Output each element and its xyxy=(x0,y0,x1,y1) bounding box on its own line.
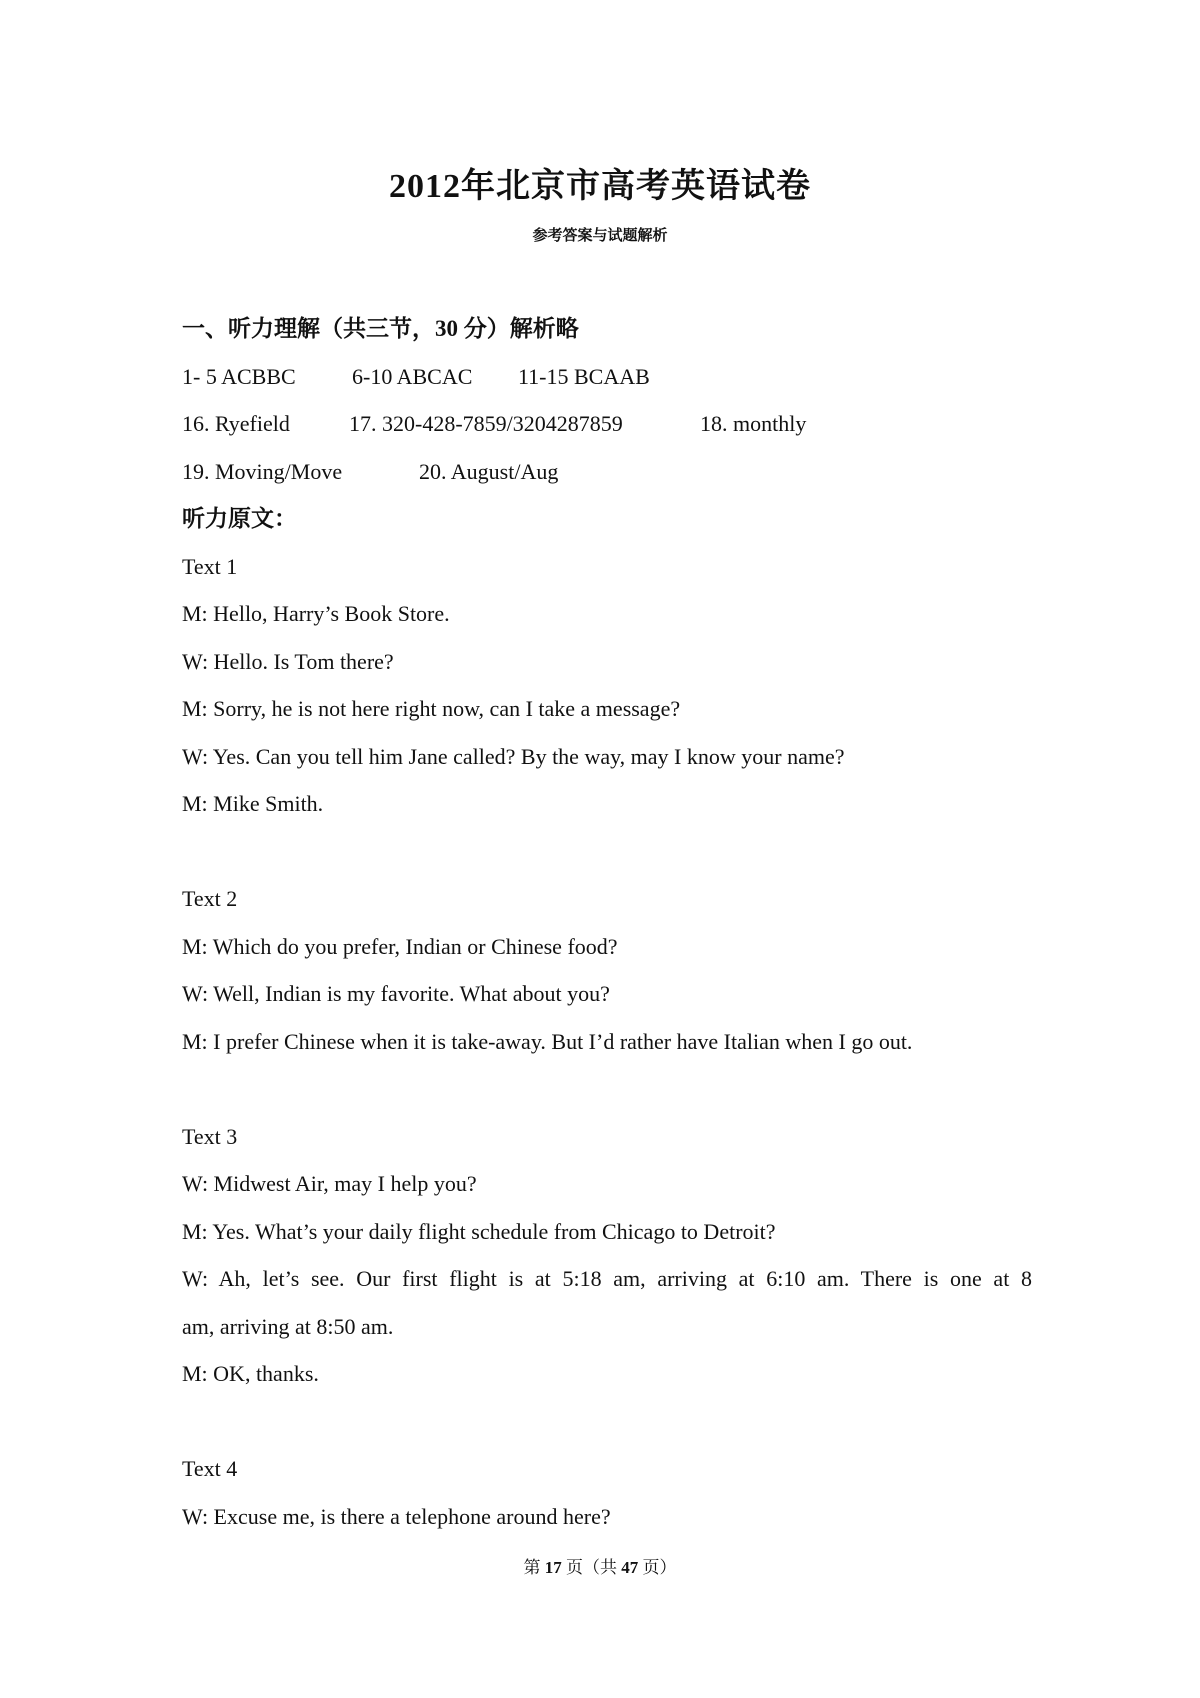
dialogue-line: M: Which do you prefer, Indian or Chinese food? xyxy=(182,933,618,959)
document-body xyxy=(182,305,1032,1540)
text-label: Text 3 xyxy=(182,1123,238,1149)
text-label: Text 1 xyxy=(182,553,238,579)
answer-row-1 xyxy=(182,353,1032,401)
footer-suffix: 页） xyxy=(642,1558,677,1577)
dialogue-line: M: Hello, Harry’s Book Store. xyxy=(182,601,450,626)
answer-item: 17. 320-428-7859/3204287859 xyxy=(349,411,623,436)
dialogue-line: M: I prefer Chinese when it is take-away. But I’d rather have Italian when I go out. xyxy=(182,1028,913,1054)
answer-row-2 xyxy=(182,400,1032,448)
document-title: 2012年北京市高考英语试卷 xyxy=(389,168,811,205)
spacer xyxy=(182,828,1032,876)
answer-group: 1- 5 ACBBC xyxy=(182,363,296,389)
spacer xyxy=(182,1398,1032,1446)
answer-item: 16. Ryefield xyxy=(182,411,290,436)
page-footer xyxy=(0,1553,1200,1578)
dialogue-line: am, arriving at 8:50 am. xyxy=(182,1313,394,1339)
dialogue-line: M: Mike Smith. xyxy=(182,791,324,816)
section-heading: 一、听力理解（共三节，30 分）解析略 xyxy=(182,316,579,341)
transcript-heading: 听力原文： xyxy=(182,506,297,531)
dialogue-line: W: Ah, let’s see. Our first flight is at 5:18 am, arriving at 6:10 am. There is one at 8 xyxy=(182,1266,1032,1291)
footer-middle: 页（共 xyxy=(566,1558,617,1577)
text-label: Text 2 xyxy=(182,886,238,911)
answer-item: 19. Moving/Move xyxy=(182,458,343,484)
spacer xyxy=(182,1065,1032,1113)
dialogue-line: W: Midwest Air, may I help you? xyxy=(182,1171,477,1196)
answer-group: 11-15 BCAAB xyxy=(518,363,650,389)
answer-group: 6-10 ABCAC xyxy=(352,363,473,389)
answer-row-3 xyxy=(182,448,1032,496)
dialogue-line: M: OK, thanks. xyxy=(182,1361,319,1386)
dialogue-line: M: Sorry, he is not here right now, can I take a message? xyxy=(182,696,681,721)
answer-item: 20. August/Aug xyxy=(419,458,559,484)
text-label: Text 4 xyxy=(182,1456,238,1481)
footer-prefix: 第 xyxy=(523,1558,541,1577)
dialogue-line: W: Excuse me, is there a telephone around here? xyxy=(182,1503,611,1529)
answer-item: 18. monthly xyxy=(700,411,807,436)
dialogue-line: W: Yes. Can you tell him Jane called? By the way, may I know your name? xyxy=(182,743,845,769)
page-number: 17 xyxy=(544,1558,562,1577)
dialogue-line: M: Yes. What’s your daily flight schedule from Chicago to Detroit? xyxy=(182,1218,776,1244)
page-total: 47 xyxy=(621,1558,639,1577)
document-subtitle: 参考答案与试题解析 xyxy=(532,228,668,244)
dialogue-line: W: Well, Indian is my favorite. What about you? xyxy=(182,981,610,1006)
dialogue-line: W: Hello. Is Tom there? xyxy=(182,648,394,674)
